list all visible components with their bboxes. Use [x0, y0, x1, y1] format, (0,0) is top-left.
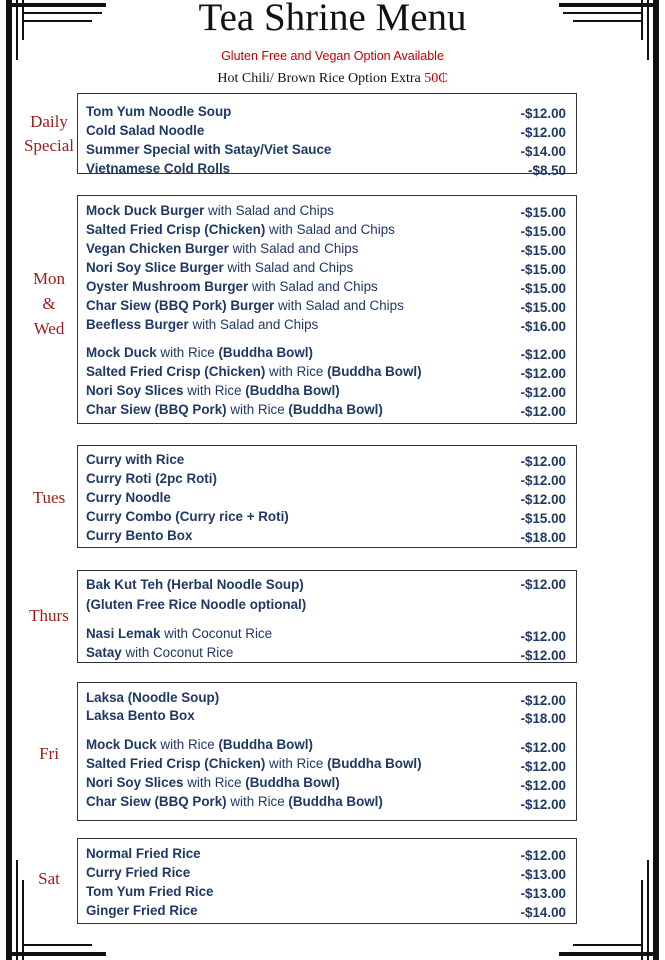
menu-item: [86, 103, 566, 121]
menu-item-name: [86, 736, 313, 754]
menu-section-box: [77, 570, 577, 663]
menu-item-name-bold: (Buddha Bowl): [218, 345, 313, 360]
menu-item-name-bold: (Buddha Bowl): [288, 402, 383, 417]
day-label-line: Thurs: [29, 606, 69, 625]
menu-item-name: [86, 883, 214, 901]
menu-item-name-bold: Laksa (Noodle Soup): [86, 690, 220, 705]
menu-item-price: -$15.00: [520, 243, 566, 258]
menu-item: [86, 689, 566, 707]
day-label: [13, 266, 85, 341]
menu-item-price: -$14.00: [520, 905, 566, 920]
menu-item-name-bold: (Buddha Bowl): [288, 794, 383, 809]
menu-item-name-detail: with Salad and Chips: [228, 241, 359, 256]
menu-item-name-detail: with Coconut Rice: [160, 626, 273, 641]
menu-item-price: -$12.00: [520, 629, 566, 644]
menu-item-name: [86, 902, 198, 920]
menu-item-name-bold: Summer Special with Satay/Viet Sauce: [86, 142, 332, 157]
menu-item-name: [86, 489, 171, 507]
menu-item-name-bold: Curry Fried Rice: [86, 865, 191, 880]
menu-item-name-bold: Nori Soy Slices: [86, 775, 184, 790]
menu-item-name-bold: Curry Roti (2pc Roti): [86, 471, 217, 486]
menu-item-price: -$12.00: [520, 648, 566, 663]
menu-item-name-detail: with Rice: [183, 775, 246, 790]
menu-item-price: -$14.00: [520, 144, 566, 159]
menu-item-name-detail: with Rice: [226, 794, 289, 809]
menu-item: [86, 316, 566, 334]
menu-item-name: [86, 401, 383, 419]
menu-item-price: -$12.00: [520, 366, 566, 381]
menu-item-name-bold: Nori Soy Slice Burger: [86, 260, 224, 275]
menu-item-price: -$8.50: [528, 163, 566, 178]
menu-item-price: -$15.00: [520, 262, 566, 277]
menu-item-name: [86, 103, 231, 121]
menu-item-name-bold: Beefless Burger: [86, 317, 189, 332]
menu-item-price: -$12.00: [520, 740, 566, 755]
menu-item-name-detail: with Rice: [156, 345, 219, 360]
menu-item-name-detail: with Coconut Rice: [121, 645, 234, 660]
menu-item-name-bold: Oyster Mushroom Burger: [86, 279, 249, 294]
day-label-line: &: [42, 294, 56, 313]
menu-item-name-detail: with Salad and Chips: [223, 260, 354, 275]
menu-item-name-detail: with Salad and Chips: [248, 279, 378, 294]
day-label: [13, 867, 85, 891]
menu-item-name-bold: Char Siew (BBQ Pork) Burger: [86, 298, 275, 313]
menu-item-name: [86, 755, 422, 773]
menu-item-price: -$18.00: [520, 530, 566, 545]
menu-item-name-bold: Curry with Rice: [86, 452, 185, 467]
menu-item-price: -$16.00: [520, 319, 566, 334]
menu-item-name: [86, 451, 184, 469]
menu-item-price: -$12.00: [520, 347, 566, 362]
menu-item-price: -$15.00: [520, 205, 566, 220]
menu-item-name: [86, 259, 353, 277]
menu-item: [86, 344, 566, 362]
menu-item-name-bold: Bak Kut Teh (Herbal Noodle Soup): [86, 577, 304, 592]
extra-option-note: [0, 71, 665, 87]
menu-item-name: [86, 316, 318, 334]
menu-item-price: -$12.00: [520, 797, 566, 812]
menu-item-name-detail: with Rice: [183, 383, 246, 398]
menu-item-price: -$12.00: [520, 577, 566, 592]
menu-item-name: [86, 221, 395, 239]
menu-item-name: [86, 508, 289, 526]
day-label-line: Sat: [38, 869, 60, 888]
menu-item-name-bold: Cold Salad Noodle: [86, 123, 205, 138]
menu-item-name: [86, 141, 331, 159]
menu-item-price: -$12.00: [520, 759, 566, 774]
menu-item: [86, 707, 566, 725]
menu-item-name-bold: (Buddha Bowl): [245, 775, 340, 790]
menu-item-name: [86, 160, 230, 178]
menu-item-price: -$12.00: [520, 125, 566, 140]
menu-item-name: [86, 644, 233, 662]
day-label: [13, 604, 85, 628]
menu-item: [86, 755, 566, 773]
menu-item-name-detail: with Rice: [226, 402, 289, 417]
menu-item-name-bold: Vietnamese Cold Rolls: [86, 161, 231, 176]
menu-item-name-bold: Vegan Chicken Burger: [86, 241, 229, 256]
menu-item: [86, 864, 566, 882]
menu-item-name-bold: Ginger Fried Rice: [86, 903, 198, 918]
menu-item-name-detail: with Rice: [265, 756, 328, 771]
day-label: [13, 110, 85, 158]
day-label-line: Special: [23, 136, 75, 155]
day-label-line: Wed: [33, 319, 65, 338]
menu-item: [86, 202, 566, 220]
menu-item-name-bold: Char Siew (BBQ Pork): [86, 402, 227, 417]
menu-item-name-bold: Mock Duck: [86, 345, 157, 360]
menu-item-name-bold: Char Siew (BBQ Pork): [86, 794, 227, 809]
menu-item-price: -$12.00: [520, 404, 566, 419]
menu-item-name-bold: Tom Yum Noodle Soup: [86, 104, 232, 119]
menu-item-price: -$15.00: [520, 511, 566, 526]
menu-item-name-bold: Tom Yum Fried Rice: [86, 884, 214, 899]
menu-item-name-bold: Salted Fried Crisp (Chicken): [86, 364, 266, 379]
extra-option-text: Hot Chili/ Brown Rice Option Extra: [217, 71, 421, 86]
menu-title: Tea Shrine Menu: [198, 0, 467, 39]
menu-item-name-bold: Nasi Lemak: [86, 626, 161, 641]
menu-item-name-bold: (Buddha Bowl): [245, 383, 340, 398]
menu-item-name-bold: Salted Fried Crisp (Chicken): [86, 756, 266, 771]
day-label-line: Daily: [30, 112, 68, 131]
menu-item: [86, 883, 566, 901]
menu-item: [86, 489, 566, 507]
menu-item-name: [86, 240, 358, 258]
menu-section-box: [77, 682, 577, 821]
menu-section-box: [77, 93, 577, 178]
menu-item-price: -$12.00: [520, 385, 566, 400]
menu-item-name: [86, 527, 192, 545]
menu-item-name-bold: (Buddha Bowl): [327, 756, 422, 771]
menu-item-name-bold: Curry Bento Box: [86, 528, 193, 543]
menu-item-price: -$12.00: [520, 848, 566, 863]
menu-item: [86, 736, 566, 754]
menu-item-price: -$12.00: [520, 492, 566, 507]
menu-item-price: -$12.00: [520, 454, 566, 469]
menu-item: [86, 508, 566, 526]
menu-item: [86, 902, 566, 920]
menu-item-name-bold: Laksa Bento Box: [86, 708, 195, 723]
day-label: [13, 486, 85, 510]
day-label-line: Tues: [32, 488, 66, 507]
menu-item: [86, 576, 566, 594]
menu-item-price: -$12.00: [520, 778, 566, 793]
menu-item-price: -$15.00: [520, 224, 566, 239]
menu-item: [86, 774, 566, 792]
menu-item-name-bold: Normal Fried Rice: [86, 846, 201, 861]
extra-option-price: 50₵: [424, 71, 448, 86]
menu-item-name-bold: Curry Noodle: [86, 490, 171, 505]
menu-item: [86, 401, 566, 419]
menu-item-name-bold: Salted Fried Crisp (Chicken): [86, 222, 266, 237]
menu-item-name: [86, 625, 272, 643]
menu-item-name-detail: with Rice: [156, 737, 219, 752]
menu-item: [86, 644, 566, 662]
menu-item-name: [86, 297, 404, 315]
menu-item: [86, 240, 566, 258]
menu-item-price: -$12.00: [520, 473, 566, 488]
menu-item: [86, 297, 566, 315]
menu-item-name-bold: Curry Combo (Curry rice + Roti): [86, 509, 289, 524]
menu-item-name-bold: (Buddha Bowl): [218, 737, 313, 752]
menu-item-name: [86, 344, 313, 362]
menu-item-price: -$18.00: [520, 711, 566, 726]
menu-item-name-bold: (Buddha Bowl): [327, 364, 422, 379]
menu-item-name-detail: with Salad and Chips: [188, 317, 319, 332]
menu-item-price: -$12.00: [520, 106, 566, 121]
menu-item: [86, 625, 566, 643]
menu-item: [86, 278, 566, 296]
menu-item: [86, 363, 566, 381]
menu-item: [86, 160, 566, 178]
menu-item: [86, 221, 566, 239]
menu-item-name: [86, 278, 378, 296]
menu-item-name-detail: with Rice: [265, 364, 328, 379]
menu-item: [86, 596, 566, 614]
menu-item-name: [86, 596, 306, 614]
menu-item-name: [86, 576, 304, 594]
menu-item-name-bold: Satay: [86, 645, 122, 660]
menu-subtitle: Gluten Free and Vegan Option Available: [221, 49, 444, 63]
menu-item: [86, 141, 566, 159]
menu-item-name-detail: with Salad and Chips: [265, 222, 395, 237]
menu-item-price: -$13.00: [520, 886, 566, 901]
menu-item-name: [86, 864, 190, 882]
menu-item-price: -$13.00: [520, 867, 566, 882]
menu-item-name-bold: Nori Soy Slices: [86, 383, 184, 398]
menu-item: [86, 527, 566, 545]
menu-item-name: [86, 122, 204, 140]
menu-item-name: [86, 774, 340, 792]
menu-item-price: -$12.00: [520, 693, 566, 708]
menu-item: [86, 259, 566, 277]
menu-item: [86, 793, 566, 811]
menu-item: [86, 122, 566, 140]
menu-item-name: [86, 382, 340, 400]
menu-item-name: [86, 470, 217, 488]
menu-item-name: [86, 707, 195, 725]
menu-item-name-bold: Mock Duck Burger: [86, 203, 205, 218]
day-label: [13, 742, 85, 766]
menu-item-name: [86, 689, 219, 707]
menu-item-price: -$15.00: [520, 281, 566, 296]
menu-item: [86, 845, 566, 863]
menu-section-box: [77, 838, 577, 924]
menu-item: [86, 470, 566, 488]
menu-section-box: [77, 195, 577, 424]
menu-item-name: [86, 793, 383, 811]
menu-item-name: [86, 363, 422, 381]
menu-item-name-detail: with Salad and Chips: [204, 203, 334, 218]
menu-item-name: [86, 202, 334, 220]
menu-item: [86, 451, 566, 469]
menu-item-name-bold: (Gluten Free Rice Noodle optional): [86, 597, 307, 612]
day-label-line: Fri: [39, 744, 59, 763]
menu-section-box: [77, 445, 577, 548]
menu-item: [86, 382, 566, 400]
day-label-line: Mon: [32, 269, 66, 288]
menu-item-price: -$15.00: [520, 300, 566, 315]
menu-item-name-detail: with Salad and Chips: [274, 298, 404, 313]
menu-item-name: [86, 845, 201, 863]
menu-item-name-bold: Mock Duck: [86, 737, 157, 752]
